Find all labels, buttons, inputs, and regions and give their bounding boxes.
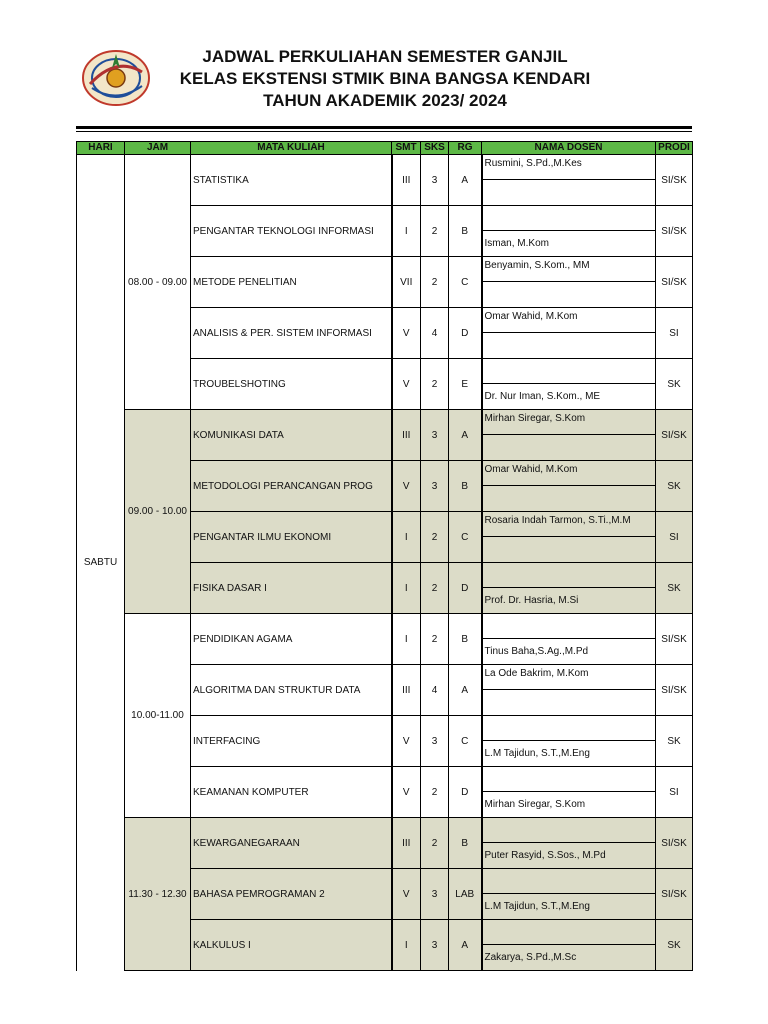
semester-cell: V (392, 767, 421, 818)
course-name: KALKULUS I (191, 920, 392, 971)
col-header-jam: JAM (125, 142, 191, 155)
course-name: STATISTIKA (191, 155, 392, 206)
course-name: METODE PENELITIAN (191, 257, 392, 308)
lecturer-cell (482, 410, 656, 461)
study-program-cell: SI (656, 512, 693, 563)
lecturer-divider (483, 485, 656, 486)
lecturer-name-top: Omar Wahid, M.Kom (484, 311, 578, 322)
lecturer-name-bottom: Zakarya, S.Pd.,M.Sc (484, 952, 577, 963)
table-row (77, 818, 693, 869)
table-row (77, 155, 693, 206)
lecturer-cell (482, 461, 656, 512)
title-line-3: TAHUN AKADEMIK 2023/ 2024 (263, 91, 507, 110)
credits-cell: 4 (421, 308, 449, 359)
room-cell: C (449, 512, 482, 563)
credits-cell: 2 (421, 257, 449, 308)
lecturer-name-bottom: Tinus Baha,S.Ag.,M.Pd (484, 646, 589, 657)
course-name: PENGANTAR ILMU EKONOMI (191, 512, 392, 563)
credits-cell: 3 (421, 869, 449, 920)
credits-cell: 2 (421, 563, 449, 614)
study-program-cell: SI/SK (656, 206, 693, 257)
course-name: KEWARGANEGARAAN (191, 818, 392, 869)
lecturer-name-bottom: Mirhan Siregar, S.Kom (484, 799, 586, 810)
study-program-cell: SK (656, 359, 693, 410)
study-program-cell: SI/SK (656, 818, 693, 869)
schedule-table (76, 141, 693, 971)
study-program-cell: SI (656, 308, 693, 359)
room-cell: A (449, 665, 482, 716)
lecturer-name-bottom: Dr. Nur Iman, S.Kom., ME (484, 391, 601, 402)
credits-cell: 2 (421, 614, 449, 665)
course-name: PENDIDIKAN AGAMA (191, 614, 392, 665)
lecturer-cell (482, 155, 656, 206)
course-name: PENGANTAR TEKNOLOGI INFORMASI (191, 206, 392, 257)
title-line-2: KELAS EKSTENSI STMIK BINA BANGSA KENDARI (179, 69, 591, 88)
credits-cell: 2 (421, 512, 449, 563)
lecturer-divider (483, 587, 656, 588)
time-slot-cell: 08.00 - 09.00 (125, 155, 191, 410)
study-program-cell: SK (656, 563, 693, 614)
credits-cell: 2 (421, 359, 449, 410)
course-name: TROUBELSHOTING (191, 359, 392, 410)
col-header-sks: SKS (421, 142, 449, 155)
lecturer-divider (483, 230, 656, 231)
credits-cell: 4 (421, 665, 449, 716)
lecturer-name-bottom: Puter Rasyid, S.Sos., M.Pd (484, 850, 606, 861)
room-cell: LAB (449, 869, 482, 920)
time-slot-cell: 11.30 - 12.30 (125, 818, 191, 971)
lecturer-cell (482, 716, 656, 767)
lecturer-divider (483, 893, 656, 894)
lecturer-divider (483, 842, 656, 843)
semester-cell: I (392, 614, 421, 665)
day-cell: SABTU (77, 155, 125, 971)
lecturer-divider (483, 689, 656, 690)
semester-cell: V (392, 869, 421, 920)
room-cell: A (449, 920, 482, 971)
room-cell: D (449, 308, 482, 359)
lecturer-cell (482, 308, 656, 359)
room-cell: C (449, 716, 482, 767)
room-cell: A (449, 410, 482, 461)
study-program-cell: SK (656, 461, 693, 512)
semester-cell: I (392, 920, 421, 971)
col-header-rg: RG (449, 142, 482, 155)
time-slot-cell: 10.00-11.00 (125, 614, 191, 818)
col-header-prodi: PRODI (656, 142, 693, 155)
lecturer-cell (482, 206, 656, 257)
room-cell: B (449, 206, 482, 257)
semester-cell: V (392, 461, 421, 512)
semester-cell: III (392, 410, 421, 461)
credits-cell: 2 (421, 818, 449, 869)
lecturer-cell (482, 563, 656, 614)
table-header-row (77, 142, 693, 155)
credits-cell: 3 (421, 461, 449, 512)
room-cell: C (449, 257, 482, 308)
course-name: BAHASA PEMROGRAMAN 2 (191, 869, 392, 920)
semester-cell: III (392, 818, 421, 869)
room-cell: D (449, 563, 482, 614)
study-program-cell: SI/SK (656, 410, 693, 461)
course-name: INTERFACING (191, 716, 392, 767)
lecturer-cell (482, 512, 656, 563)
course-name: KEAMANAN KOMPUTER (191, 767, 392, 818)
document-title (160, 46, 610, 112)
lecturer-name-top: Benyamin, S.Kom., MM (484, 260, 590, 271)
lecturer-name-top: Rosaria Indah Tarmon, S.Ti.,M.M (484, 515, 631, 526)
lecturer-cell (482, 614, 656, 665)
lecturer-cell (482, 767, 656, 818)
room-cell: D (449, 767, 482, 818)
lecturer-name-top: Omar Wahid, M.Kom (484, 464, 578, 475)
room-cell: B (449, 461, 482, 512)
table-row (77, 614, 693, 665)
lecturer-divider (483, 791, 656, 792)
semester-cell: V (392, 308, 421, 359)
lecturer-cell (482, 665, 656, 716)
credits-cell: 3 (421, 410, 449, 461)
study-program-cell: SI/SK (656, 665, 693, 716)
lecturer-name-top: Rusmini, S.Pd.,M.Kes (484, 158, 582, 169)
semester-cell: I (392, 563, 421, 614)
lecturer-name-bottom: L.M Tajidun, S.T.,M.Eng (484, 901, 590, 912)
credits-cell: 2 (421, 206, 449, 257)
lecturer-cell (482, 920, 656, 971)
lecturer-name-top: La Ode Bakrim, M.Kom (484, 668, 589, 679)
document-header (0, 0, 768, 125)
room-cell: A (449, 155, 482, 206)
credits-cell: 2 (421, 767, 449, 818)
course-name: KOMUNIKASI DATA (191, 410, 392, 461)
col-header-hari: HARI (77, 142, 125, 155)
lecturer-divider (483, 638, 656, 639)
course-name: ANALISIS & PER. SISTEM INFORMASI (191, 308, 392, 359)
room-cell: B (449, 818, 482, 869)
credits-cell: 3 (421, 155, 449, 206)
course-name: ALGORITMA DAN STRUKTUR DATA (191, 665, 392, 716)
study-program-cell: SI/SK (656, 257, 693, 308)
room-cell: E (449, 359, 482, 410)
lecturer-name-top: Mirhan Siregar, S.Kom (484, 413, 586, 424)
lecturer-divider (483, 281, 656, 282)
study-program-cell: SI/SK (656, 614, 693, 665)
semester-cell: I (392, 206, 421, 257)
credits-cell: 3 (421, 716, 449, 767)
study-program-cell: SK (656, 716, 693, 767)
schedule-body (77, 155, 693, 971)
lecturer-cell (482, 359, 656, 410)
course-name: METODOLOGI PERANCANGAN PROG (191, 461, 392, 512)
lecturer-divider (483, 944, 656, 945)
semester-cell: V (392, 716, 421, 767)
credits-cell: 3 (421, 920, 449, 971)
lecturer-divider (483, 740, 656, 741)
time-slot-cell: 09.00 - 10.00 (125, 410, 191, 614)
semester-cell: V (392, 359, 421, 410)
table-row (77, 410, 693, 461)
lecturer-divider (483, 332, 656, 333)
col-header-mata-kuliah: MATA KULIAH (191, 142, 392, 155)
semester-cell: III (392, 665, 421, 716)
col-header-nama-dosen: NAMA DOSEN (482, 142, 656, 155)
lecturer-cell (482, 818, 656, 869)
lecturer-name-bottom: L.M Tajidun, S.T.,M.Eng (484, 748, 590, 759)
semester-cell: VII (392, 257, 421, 308)
study-program-cell: SI/SK (656, 155, 693, 206)
lecturer-divider (483, 536, 656, 537)
header-divider-thin (76, 131, 692, 132)
institution-logo-icon (80, 48, 152, 108)
lecturer-cell (482, 257, 656, 308)
lecturer-name-bottom: Prof. Dr. Hasria, M.Si (484, 595, 579, 606)
lecturer-cell (482, 869, 656, 920)
study-program-cell: SI/SK (656, 869, 693, 920)
lecturer-divider (483, 434, 656, 435)
semester-cell: III (392, 155, 421, 206)
study-program-cell: SI (656, 767, 693, 818)
header-divider-thick (76, 126, 692, 129)
lecturer-divider (483, 179, 656, 180)
room-cell: B (449, 614, 482, 665)
study-program-cell: SK (656, 920, 693, 971)
lecturer-divider (483, 383, 656, 384)
lecturer-name-bottom: Isman, M.Kom (484, 238, 549, 249)
col-header-smt: SMT (392, 142, 421, 155)
title-line-1: JADWAL PERKULIAHAN SEMESTER GANJIL (202, 47, 568, 66)
course-name: FISIKA DASAR I (191, 563, 392, 614)
semester-cell: I (392, 512, 421, 563)
